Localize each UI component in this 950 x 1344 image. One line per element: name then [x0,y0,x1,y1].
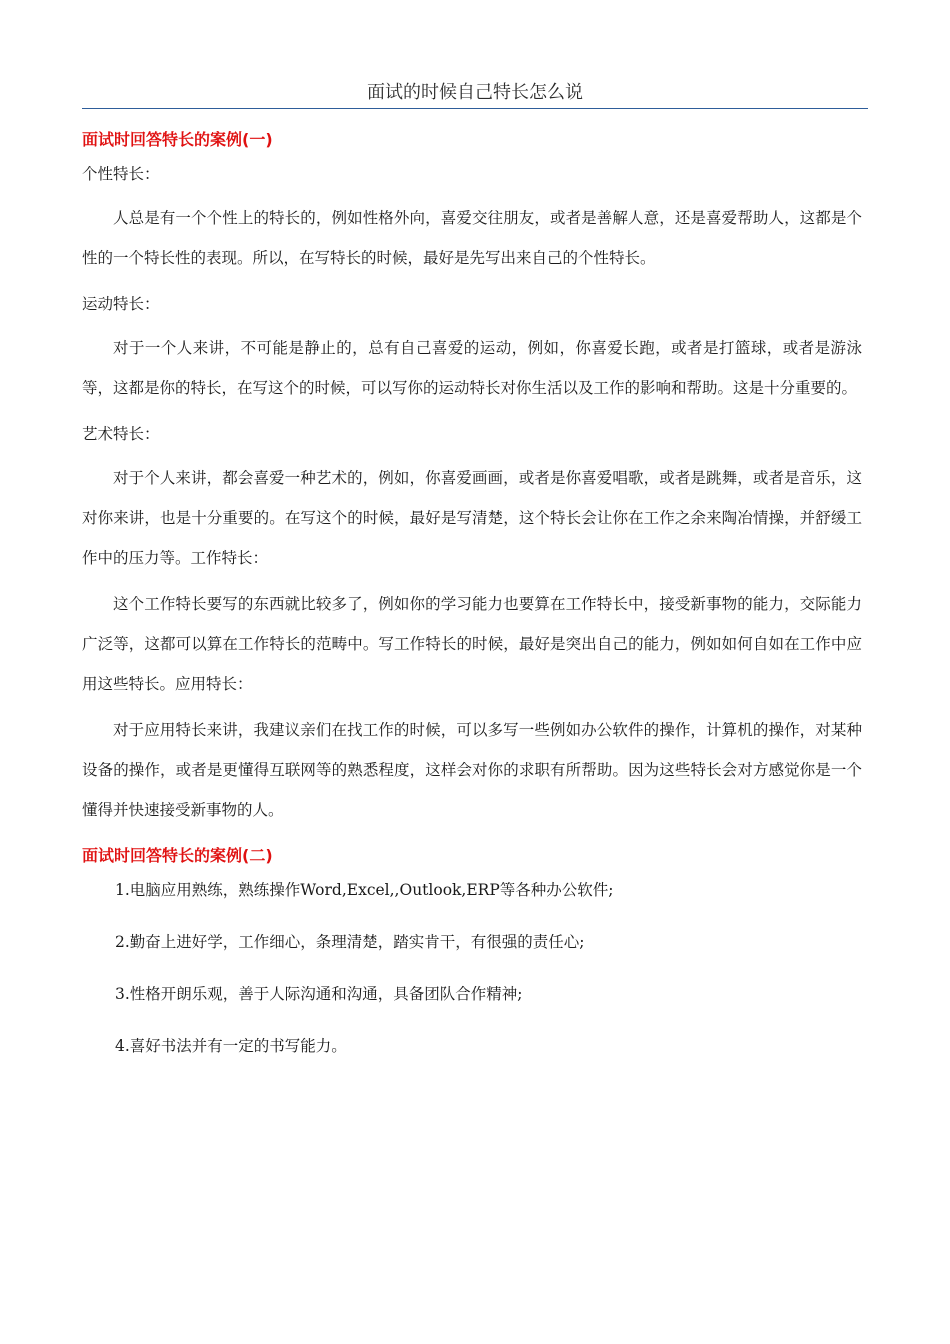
personality-label: 个性特长： [82,165,160,183]
work-paragraph: 这个工作特长要写的东西就比较多了，例如你的学习能力也要算在工作特长中，接受新事物的能力，交际能力广泛等，这都可以算在工作特长的范畴中。写工作特长的时候，最好是突出自己的能力，例如如何自如在工作中应用这些特长。应用特长： [82,595,862,693]
sports-paragraph: 对于一个人来讲，不可能是静止的，总有自己喜爱的运动，例如，你喜爱长跑，或者是打篮球，或者是游泳等，这都是你的特长，在写这个的时候，可以写你的运动特长对你生活以及工作的影响和帮助。这是十分重要的。 [82,339,862,397]
list-item: 4.喜好书法并有一定的书写能力。 [115,1037,347,1055]
document-body [82,126,862,1058]
section-heading-1: 面试时回答特长的案例(一) [82,130,273,149]
list-item: 2.勤奋上进好学，工作细心，条理清楚，踏实肯干，有很强的责任心; [115,933,585,951]
document-title: 面试的时候自己特长怎么说 [367,82,583,103]
list-item: 1.电脑应用熟练，熟练操作Word,Excel,,Outlook,ERP等各种办公软件; [115,881,614,899]
header-divider [82,108,868,109]
art-paragraph: 对于个人来讲，都会喜爱一种艺术的，例如，你喜爱画画，或者是你喜爱唱歌，或者是跳舞，或者是音乐，这对你来讲，也是十分重要的。在写这个的时候，最好是写清楚，这个特长会让你在工作之余来陶冶情操，并舒缓工作中的压力等。工作特长： [82,469,862,567]
sports-label: 运动特长： [82,295,160,313]
personality-paragraph: 人总是有一个个性上的特长的，例如性格外向，喜爱交往朋友，或者是善解人意，还是喜爱帮助人，这都是个性的一个特长性的表现。所以，在写特长的时候，最好是先写出来自己的个性特长。 [82,209,862,267]
list-item: 3.性格开朗乐观，善于人际沟通和沟通，具备团队合作精神; [115,985,523,1003]
art-label: 艺术特长： [82,425,160,443]
application-paragraph: 对于应用特长来讲，我建议亲们在找工作的时候，可以多写一些例如办公软件的操作，计算机的操作，对某种设备的操作，或者是更懂得互联网等的熟悉程度，这样会对你的求职有所帮助。因为这些特长会对方感觉你是一个懂得并快速接受新事物的人。 [82,721,862,819]
section-heading-2: 面试时回答特长的案例(二) [82,846,273,865]
